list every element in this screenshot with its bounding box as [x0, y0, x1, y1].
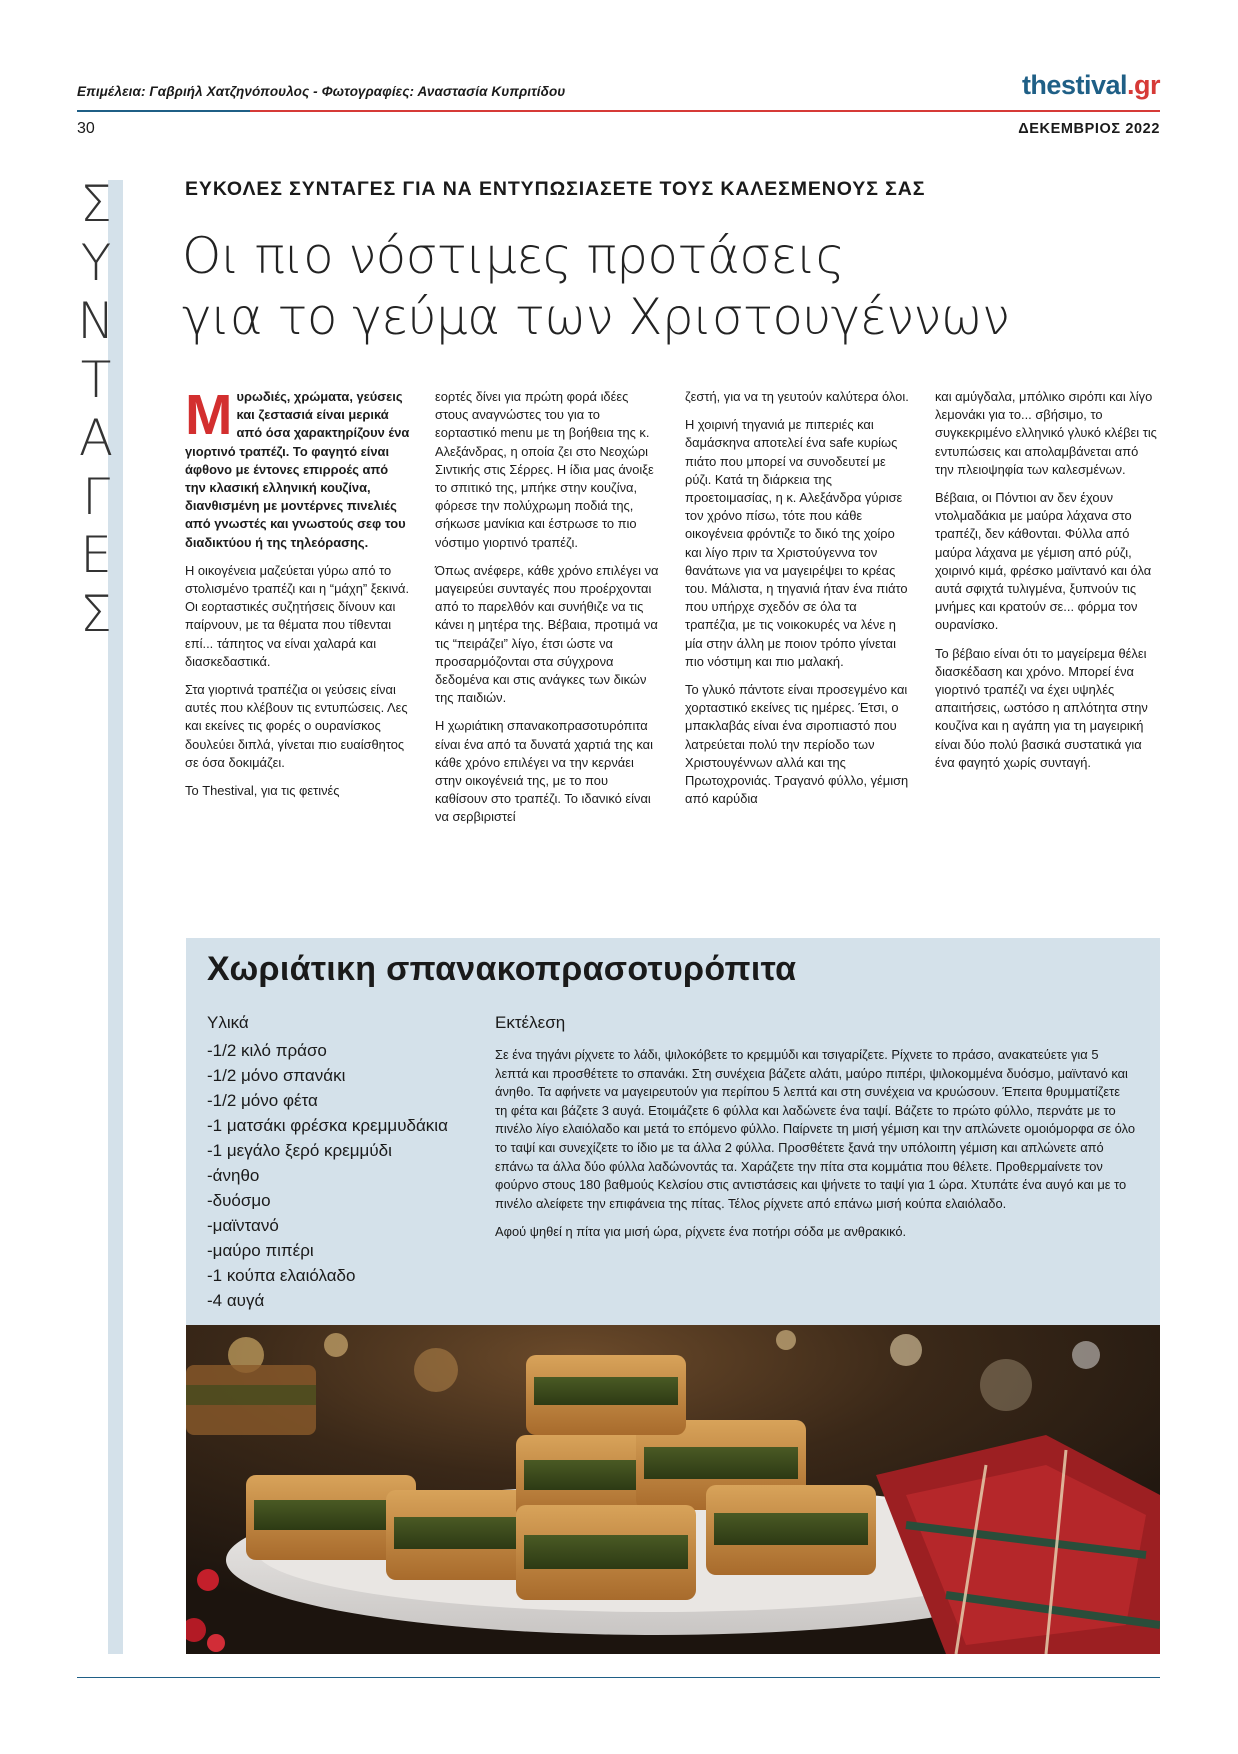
article-kicker: ΕΥΚΟΛΕΣ ΣΥΝΤΑΓΕΣ ΓΙΑ ΝΑ ΕΝΤΥΠΩΣΙΑΣΕΤΕ ΤΟΥΣ ΚΑΛΕΣΜΕΝΟΥΣ ΣΑΣ — [185, 178, 926, 200]
ingredient-item: -1 μεγάλο ξερό κρεμμύδι — [207, 1141, 392, 1160]
paragraph: και αμύγδαλα, μπόλικο σιρόπι και λίγο λεμονάκι για το... σβήσιμο, το συγκεκριμένο ελληνικό γλυκό κλέβει τις εντυπώσεις και απολαμβάνεται από την πλειοψηφία των καλεσμένων. — [935, 389, 1157, 477]
lead-paragraph — [185, 383, 410, 552]
method-paragraph: Αφού ψηθεί η πίτα για μισή ώρα, ρίχνετε ένα ποτήρι σόδα με ανθρακικό. — [495, 1224, 907, 1240]
paragraph: Βέβαια, οι Πόντιοι αν δεν έχουν ντολμαδάκια με μαύρα λάχανα στο τραπέζι, δεν κάθονται. Φύλλα από μαύρα λάχανα με γέμιση από ρύζι, χοιρινό κιμά, φρέσκο μαϊντανό και όλα αυτά σφιχτά τυλιγμένα, ξυπνούν τις μνήμες και κρατούν σε... φόρμα τον ουρανίσκο. — [935, 490, 1152, 633]
ingredient-item: -1 κούπα ελαιόλαδο — [207, 1266, 356, 1285]
section-letter: Ε — [80, 526, 112, 584]
issue-date: ΔΕΚΕΜΒΡΙΟΣ 2022 — [1018, 121, 1160, 137]
section-letter: Α — [78, 409, 114, 467]
credits-line: Επιμέλεια: Γαβριήλ Χατζηνόπουλος - Φωτογραφίες: Αναστασία Κυπριτίδου — [77, 84, 566, 99]
lead-text: υρωδιές, χρώματα, γεύσεις και ζεστασιά είναι μερικά από όσα χαρακτηρίζουν ένα γιορτινό τραπέζι. Το φαγητό είναι άφθονο με έντονες επιρροές από την κλασική ελληνική κουζίνα, διανθισμένη με μοντέρνες πινελιές από γνωστές και γνωστούς σεφ του διαδικτύου ή της τηλεόρασης. — [185, 389, 410, 550]
article-column-2 — [435, 388, 660, 837]
thestival-logo — [1022, 70, 1160, 101]
ingredient-item: -1 ματσάκι φρέσκα κρεμμυδάκια — [207, 1116, 448, 1135]
ingredients-heading: Υλικά — [207, 1013, 249, 1032]
headline-line-2: για το γεύμα των Χριστουγέννων — [182, 288, 1010, 346]
ingredient-item: -1/2 κιλό πράσο — [207, 1041, 327, 1060]
ingredient-item: -1/2 μόνο φέτα — [207, 1091, 318, 1110]
method-heading: Εκτέλεση — [495, 1013, 566, 1032]
paragraph: Το βέβαιο είναι ότι το μαγείρεμα θέλει διασκέδαση και χρόνο. Μπορεί ένα γιορτινό τραπέζι να έχει υψηλές απαιτήσεις, ωστόσο η απλότητα στην κουζίνα και η αγάπη για τη μαγειρική είναι δύο πολύ βασικά συστατικά για ένα φαγητό χωρίς συνταγή. — [935, 645, 1148, 770]
footer-rule — [77, 1677, 1160, 1678]
paragraph: Η οικογένεια μαζεύεται γύρω από το στολισμένο τραπέζι και η “μάχη” ξεκινά. Οι εορταστικές συζητήσεις δίνουν και παίρνουν, με τα θέματα που τίθενται επί... τάπητος να είναι χαλαρά και διασκεδαστικά. — [185, 562, 410, 669]
paragraph: Η χωριάτικη σπανακοπρασοτυρόπιτα είναι ένα από τα δυνατά χαρτιά της και κάθε χρόνο επιλέγει να την κερνάει στην οικογένειά της, με το που καθίσουν στο τραπέζι. Το ιδανικό είναι να σερβιριστεί — [435, 718, 653, 825]
section-letter: Γ — [82, 467, 110, 526]
paragraph: Το Thestival, για τις φετινές — [185, 783, 340, 799]
section-letter: Σ — [80, 175, 112, 233]
section-letter: Τ — [80, 350, 112, 409]
article-column-3 — [685, 388, 910, 818]
logo-tld: .gr — [1126, 70, 1160, 100]
paragraph: Το γλυκό πάντοτε είναι προσεγμένο και χορταστικό εκείνες τις ημέρες. Έτσι, ο μπακλαβάς είναι ένα σιροπιαστό που λατρεύεται πολύ την περίοδο των Χριστουγέννων αλλά και της Πρωτοχρονιάς. Τραγανό φύλλο, γέμιση από καρύδια — [685, 682, 909, 807]
logo-main: thestival — [1021, 70, 1127, 100]
section-letter: Υ — [80, 233, 112, 292]
section-letter: Σ — [80, 584, 112, 643]
spanakopita-photo — [186, 1325, 1160, 1654]
section-letter: Ν — [77, 292, 115, 350]
paragraph: Στα γιορτινά τραπέζια οι γεύσεις είναι αυτές που κλέβουν τις εντυπώσεις. Λες και εκείνες τις φορές ο ουρανίσκος δουλεύει διπλά, γίνεται πιο ευαίσθητος σε όσα δοκιμάζει. — [185, 682, 408, 770]
ingredient-item: -1/2 μόνο σπανάκι — [207, 1066, 346, 1085]
paragraph: Όπως ανέφερε, κάθε χρόνο επιλέγει να μαγειρεύει συνταγές που προέρχονται από το παρελθόν και συνήθιζε να τις κάνει η μητέρα της. Βέβαια, προτιμά να τις “πειράζει” λίγο, έτσι ώστε να προσαρμόζονται στα σύγχρονα δεδομένα και στις ανάγκες των δικών της παιδιών. — [435, 562, 659, 706]
ingredient-item: -μαϊντανό — [207, 1216, 279, 1235]
method-text — [495, 1046, 1135, 1252]
recipe-title: Χωριάτικη σπανακοπρασοτυρόπιτα — [207, 950, 797, 988]
drop-cap: Μ — [185, 383, 233, 447]
ingredient-item: -δυόσμο — [207, 1191, 271, 1210]
page-number: 30 — [77, 120, 95, 137]
article-column-4 — [935, 388, 1160, 782]
method-paragraph: Σε ένα τηγάνι ρίχνετε το λάδι, ψιλοκόβετε το κρεμμύδι και τσιγαρίζετε. Ρίχνετε το πράσο, ανακατεύετε για 5 λεπτά και προσθέτετε το σπανάκι. Στη συνέχεια βάζετε αλάτι, μαύρο πιπέρι, ψιλοκομμένα δυόσμο, μαϊντανό και άνηθο. Τα αφήνετε να μαγειρευτούν για περίπου 5 λεπτά και στη συνέχεια να κρυώσουν. Έπειτα θρυμματίζετε τη φέτα και βάζετε 3 αυγά. Ετοιμάζετε 6 φύλλα και λαδώνετε ένα ταψί. Βάζετε το πρώτο φύλλο, περνάτε με το πινέλο λίγο ελαιόλαδο και μετά το επόμενο φύλλο. Παίρνετε τη μισή γέμιση και την απλώνετε ομοιόμορφα σε όλο το ταψί και συνεχίζετε το ίδιο με τα άλλα 2 φύλλα. Προσθέτετε ξανά την υπόλοιπη γέμιση και απλώνετε από επάνω τα άλλα δύο φύλλα λαδώνοντάς τα. Χαράζετε την πίτα στα κομμάτια που θέλετε. Προθερμαίνετε τον φούρνο στους 180 βαθμούς Κελσίου στις αντιστάσεις και ψήνετε το ταψί για 1 ώρα. Χτυπάτε ένα αυγό και με το πινέλο αλείφετε την επιφάνεια της πίτας. Τέλος ρίχνετε από επάνω μισή κούπα ελαιόλαδο. — [495, 1047, 1135, 1211]
section-label — [66, 175, 126, 643]
headline-line-1: Οι πιο νόστιμες προτάσεις — [182, 227, 845, 285]
ingredient-item: -μαύρο πιπέρι — [207, 1241, 314, 1260]
article-headline — [182, 226, 1009, 348]
ingredient-item: -άνηθο — [207, 1166, 260, 1185]
ingredient-item: -4 αυγά — [207, 1291, 265, 1310]
header-rule-accent — [250, 110, 1160, 112]
paragraph: Η χοιρινή τηγανιά με πιπεριές και δαμάσκηνα αποτελεί ένα safe κυρίως πιάτο που μπορεί να συνοδευτεί με ρύζι. Κατά τη διάρκεια της προετοιμασίας, η κ. Αλεξάνδρα γύρισε τον χρόνο πίσω, τότε που κάθε οικογένεια φρόντιζε το δικό της χοίρο και λίγο πριν τα Χριστούγεννα τον θανάτωνε για να μαγειρέψει το κρέας του. Μάλιστα, η τηγανιά ήταν ένα πιάτο που υπήρχε σχεδόν σε όλα τα τραπέζια, με τις νοικοκυρές να λένε η μία στην άλλη με ποιον τρόπο γίνεται πιο νόστιμη και πιο μαλακή. — [685, 417, 908, 669]
paragraph: ζεστή, για να τη γευτούν καλύτερα όλοι. — [685, 389, 909, 404]
article-column-1 — [185, 383, 410, 810]
ingredients-list — [207, 1038, 448, 1313]
paragraph: εορτές δίνει για πρώτη φορά ιδέες στους αναγνώστες του για το εορταστικό menu με τη βοήθεια της κ. Αλεξάνδρας, η οποία ζει στο Νεοχώρι Σιντικής στις Σέρρες. Η ίδια μας άνοιξε το σπιτικό της, μπήκε στην κουζίνα, φόρεσε την πολύχρωμη ποδιά της, σήκωσε μανίκια και έστρωσε το πιο νόστιμο γιορτινό τραπέζι. — [435, 389, 654, 550]
